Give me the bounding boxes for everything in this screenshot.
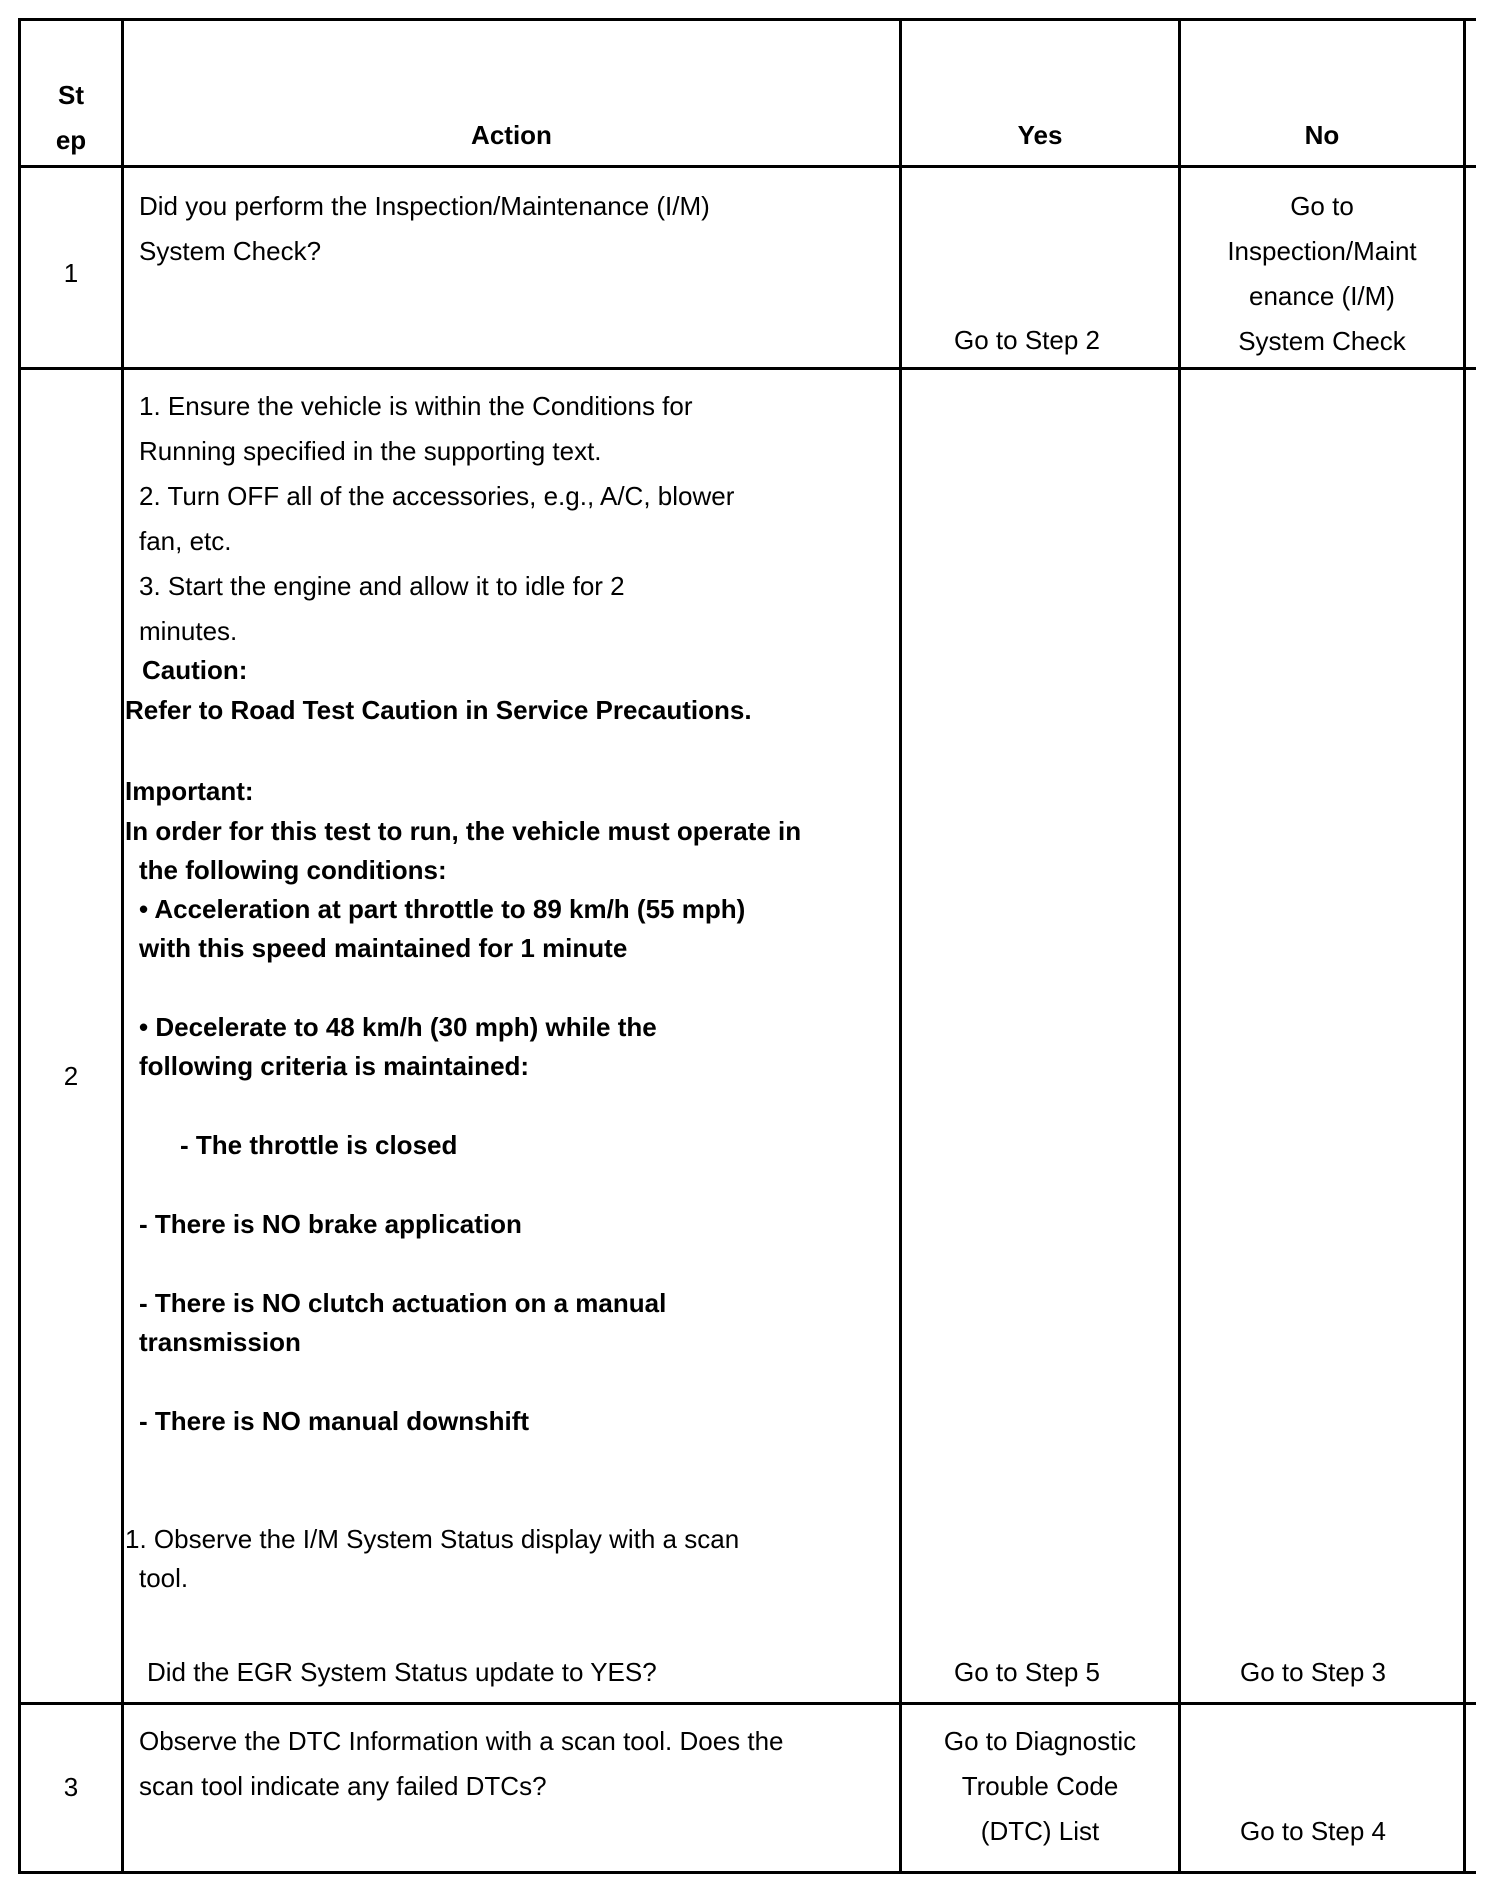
important-label: Important: xyxy=(125,776,254,806)
row2-step: 2 xyxy=(63,1061,79,1091)
caution-text: Refer to Road Test Caution in Service Precautions. xyxy=(125,695,752,725)
row2-no: Go to Step 3 xyxy=(1240,1657,1386,1687)
header-step-line1: St xyxy=(58,80,84,110)
row2-question: Did the EGR System Status update to YES? xyxy=(147,1657,657,1687)
bullet2-line1: • Decelerate to 48 km/h (30 mph) while the xyxy=(139,1012,657,1042)
sub-criterion-brake: - There is NO brake application xyxy=(139,1209,522,1239)
header-step xyxy=(21,73,121,163)
table-border-left xyxy=(18,18,21,1874)
action-step-line: Running specified in the supporting text. xyxy=(139,436,602,466)
bullet1-line1: • Acceleration at part throttle to 89 km/h (55 mph) xyxy=(139,894,746,924)
sub-criterion-clutch-line2: transmission xyxy=(139,1327,301,1357)
table-border-right xyxy=(1463,18,1466,1874)
header-step-line2: ep xyxy=(55,125,87,155)
row3-yes xyxy=(902,1719,1178,1854)
row1-no-line: enance (I/M) xyxy=(1249,281,1395,311)
action-step-line: 3. Start the engine and allow it to idle for 2 xyxy=(139,571,625,601)
action-step-line: minutes. xyxy=(139,616,238,646)
action-step-line: 1. Ensure the vehicle is within the Conditions for xyxy=(139,391,693,421)
caution-label: Caution: xyxy=(142,655,248,685)
diagnostic-table xyxy=(18,18,1476,1857)
row3-yes-line: Go to Diagnostic xyxy=(943,1726,1137,1756)
row3-yes-line: Trouble Code xyxy=(961,1771,1119,1801)
row2-divider xyxy=(18,1702,1476,1705)
row1-yes: Go to Step 2 xyxy=(954,325,1100,355)
important-text-line1: In order for this test to run, the vehicle must operate in xyxy=(125,816,802,846)
row3-step: 3 xyxy=(63,1772,79,1802)
row3-no: Go to Step 4 xyxy=(1240,1816,1386,1846)
row1-action-line: System Check? xyxy=(139,236,322,266)
sub-criterion-throttle: - The throttle is closed xyxy=(180,1130,458,1160)
row1-no-line: Inspection/Maint xyxy=(1227,236,1417,266)
row2-action-steps xyxy=(139,384,734,654)
header-yes: Yes xyxy=(1017,120,1063,150)
important-text-line2: the following conditions: xyxy=(139,855,447,885)
row3-action-line: scan tool indicate any failed DTCs? xyxy=(139,1771,547,1801)
row1-step: 1 xyxy=(63,258,79,288)
bullet1-line2: with this speed maintained for 1 minute xyxy=(139,933,628,963)
table-border-top xyxy=(18,18,1476,21)
observe-line2: tool. xyxy=(139,1563,189,1593)
sub-criterion-downshift: - There is NO manual downshift xyxy=(139,1406,530,1436)
header-divider xyxy=(18,165,1476,168)
row2-yes: Go to Step 5 xyxy=(954,1657,1100,1687)
col-divider-action xyxy=(899,18,902,1874)
row1-no xyxy=(1181,184,1463,364)
action-step-line: 2. Turn OFF all of the accessories, e.g., A/C, blower xyxy=(139,481,735,511)
header-no: No xyxy=(1304,120,1340,150)
row1-no-line: System Check xyxy=(1238,326,1406,356)
row1-no-line: Go to xyxy=(1290,191,1354,221)
sub-criterion-clutch-line1: - There is NO clutch actuation on a manual xyxy=(139,1288,667,1318)
bullet2-line2: following criteria is maintained: xyxy=(139,1051,530,1081)
table-border-bottom xyxy=(18,1871,1476,1874)
row3-action-line: Observe the DTC Information with a scan tool. Does the xyxy=(139,1726,784,1756)
header-action: Action xyxy=(471,120,552,150)
row1-action xyxy=(139,184,710,274)
row3-action xyxy=(139,1719,784,1809)
row1-action-line: Did you perform the Inspection/Maintenance (I/M) xyxy=(139,191,710,221)
observe-line1: 1. Observe the I/M System Status display with a scan xyxy=(125,1524,740,1554)
row1-divider xyxy=(18,367,1476,370)
action-step-line: fan, etc. xyxy=(139,526,232,556)
row3-yes-line: (DTC) List xyxy=(980,1816,1100,1846)
col-divider-step xyxy=(121,18,124,1874)
